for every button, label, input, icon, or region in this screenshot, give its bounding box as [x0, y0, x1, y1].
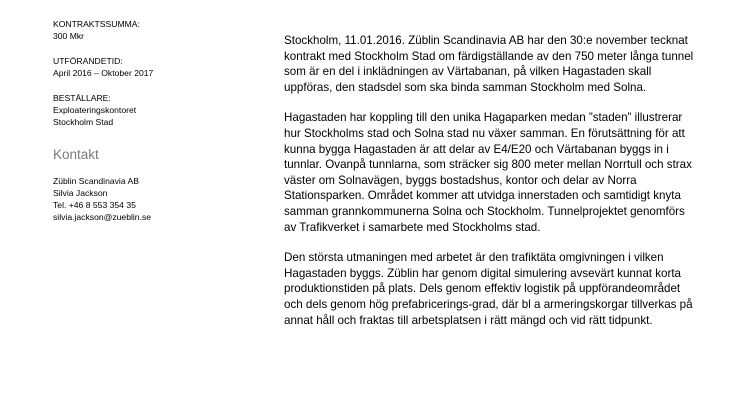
contact-heading: Kontakt	[53, 147, 99, 162]
article-paragraph: Stockholm, 11.01.2016. Züblin Scandinavia AB har den 30:e november tecknat kontrakt med Stockholm Stad om färdigställande av den 750 meter långa tunnel som är en del i inklädningen av Värtabanan, på vilken Hagastaden skall uppföras, den stadsdel som ska binda samman Stockholm med Solna.	[284, 34, 694, 94]
contact-phone: Tel. +46 8 553 354 35	[53, 200, 136, 210]
period-label: UTFÖRANDETID:	[53, 56, 123, 66]
period-value: April 2016 – Oktober 2017	[53, 68, 154, 78]
period-block	[53, 55, 243, 79]
contract-sum-value: 300 Mkr	[53, 31, 85, 41]
client-line-1: Exploateringskontoret	[53, 105, 137, 115]
article-paragraph: Den största utmaningen med arbetet är den trafiktäta omgivningen i vilken Hagastaden byggs. Züblin har genom digital simulering avsevärt kunnat korta produktionstiden på plats. Dels genom effektiv logistik på uppförandeområdet och dels genom hög prefabricerings-grad, där bl a armeringskorgar tillverkas på annat håll och fraktas till arbetsplatsen i rätt mängd och vid rätt tidpunkt.	[284, 251, 693, 327]
contact-email[interactable]: silvia.jackson@zueblin.se	[53, 212, 152, 222]
contract-sum-label: KONTRAKTSSUMMA:	[53, 19, 140, 29]
contact-company: Züblin Scandinavia AB	[53, 176, 139, 186]
sidebar	[53, 18, 243, 223]
article-paragraph: Hagastaden har koppling till den unika Hagaparken medan ”staden” illustrerar hur Stockholms stad och Solna stad nu växer samman. En förutsättning för att kunna bygga Hagastaden är att delar av E4/E20 och Värtabanan byggs in i tunnlar. Ovanpå tunnlarna, som sträcker sig 800 meter mellan Norrtull och strax väster om Solnavägen, byggs bostadshus, kontor och delar av Norra Stationsparken. Området kommer att utvidga innerstaden och samtidigt knyta samman grannkommunerna Solna och Stockholm. Tunnelprojektet genomförs av Trafikverket i samarbete med Stockholms stad.	[284, 111, 692, 234]
contact-name: Silvia Jackson	[53, 188, 108, 198]
contact-block	[53, 175, 243, 223]
article-body	[284, 33, 696, 343]
client-label: BESTÄLLARE:	[53, 93, 111, 103]
contract-sum-block	[53, 18, 243, 42]
client-block	[53, 92, 243, 128]
client-line-2: Stockholm Stad	[53, 117, 114, 127]
